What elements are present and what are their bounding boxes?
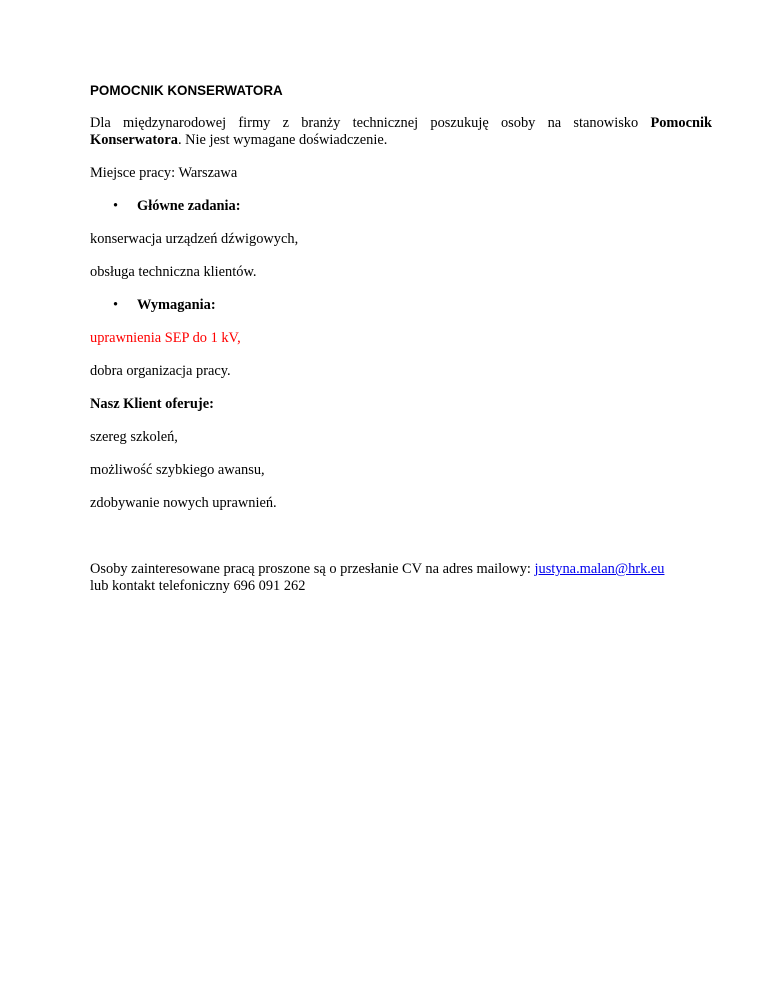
offer-item: możliwość szybkiego awansu, [90, 462, 265, 478]
bullet-icon: • [113, 297, 119, 313]
work-location: Miejsce pracy: Warszawa [90, 165, 238, 181]
intro-paragraph [90, 115, 712, 149]
position-name: Pomocnik Konserwatora [90, 115, 712, 148]
offer-item: szereg szkoleń, [90, 429, 178, 445]
intro-text-before: Dla międzynarodowej firmy z branży technicznej poszukuję osoby na stanowisko [90, 115, 651, 131]
job-title: POMOCNIK KONSERWATORA [90, 83, 283, 98]
task-item: obsługa techniczna klientów. [90, 264, 257, 280]
requirement-item: dobra organizacja pracy. [90, 363, 231, 379]
requirements-heading: Wymagania: [137, 297, 216, 313]
phone-line: lub kontakt telefoniczny 696 091 262 [90, 578, 306, 594]
offer-item: zdobywanie nowych uprawnień. [90, 495, 277, 511]
intro-text-after: . Nie jest wymagane doświadczenie. [177, 132, 388, 148]
email-link[interactable]: justyna.malan@hrk.eu [534, 561, 665, 577]
document-body [90, 82, 712, 595]
offer-heading: Nasz Klient oferuje: [90, 396, 214, 412]
task-item: konserwacja urządzeń dźwigowych, [90, 231, 299, 247]
tasks-heading-item [90, 198, 712, 215]
bullet-icon: • [113, 198, 119, 214]
contact-text: Osoby zainteresowane pracą proszone są o przesłanie CV na adres mailowy: [90, 561, 535, 577]
tasks-heading: Główne zadania: [137, 198, 241, 214]
requirement-item-highlighted: uprawnienia SEP do 1 kV, [90, 330, 241, 346]
contact-paragraph [90, 561, 712, 595]
requirements-heading-item [90, 297, 712, 314]
